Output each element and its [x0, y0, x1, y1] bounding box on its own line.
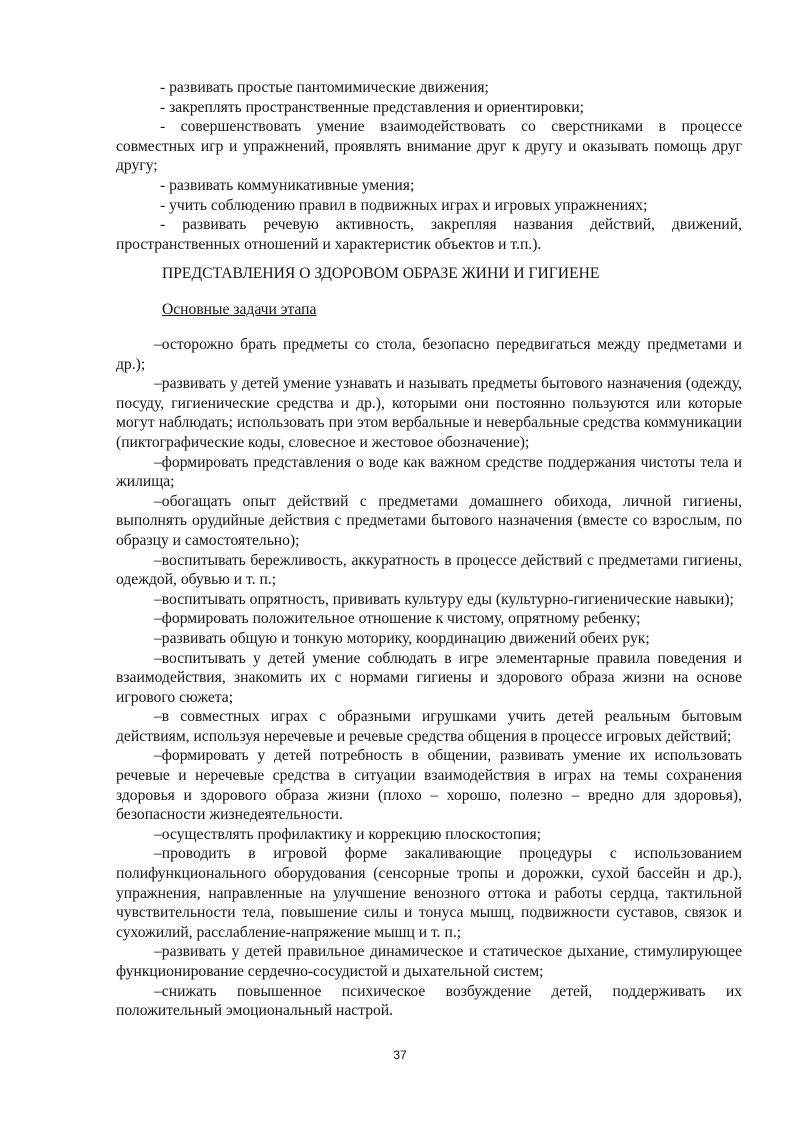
list-item: –проводить в игровой форме закаливающие процедуры с использованием полифункционального оборудования (сенсорные тропы и дорожки, сухой бассейн и др.), упражнения, направленные на улучшение венозного оттока и работы сердца, тактильной чувствительности тела, повышение силы и тонуса мышц, подвижности суставов, связок и сухожилий, расслабление-напряжение мышц и т. п.;	[116, 845, 742, 941]
list-item: –обогащать опыт действий с предметами домашнего обихода, личной гигиены, выполнять орудийные действия с предметами бытового назначения (вместе со взрослым, по образцу и самостоятельно);	[116, 492, 742, 549]
list-item: - развивать простые пантомимические движения;	[160, 79, 489, 96]
list-item: –воспитывать у детей умение соблюдать в игре элементарные правила поведения и взаимодействия, знакомить их с нормами гигиены и здорового образа жизни на основе игрового сюжета;	[116, 649, 742, 706]
section-subheading: Основные задачи этапа	[162, 301, 317, 318]
list-item: - развивать речевую активность, закрепляя названия действий, движений, пространственных отношений и характеристик объектов и т.п.).	[116, 216, 742, 253]
top-item-list	[116, 78, 742, 254]
list-item: –воспитывать опрятность, прививать культуру еды (культурно-гигиенические навыки);	[154, 590, 734, 608]
list-item: –развивать общую и тонкую моторику, координацию движений обеих рук;	[154, 629, 650, 647]
task-list	[116, 335, 742, 1021]
list-item: –развивать у детей правильное динамическое и статическое дыхание, стимулирующее функционирование сердечно-сосудистой и дыхательной систем;	[116, 943, 742, 980]
list-item: –в совместных играх с образными игрушками учить детей реальным бытовым действиям, используя неречевые и речевые средства общения в процессе игровых действий;	[116, 708, 742, 745]
list-item: –осторожно брать предметы со стола, безопасно передвигаться между предметами и др.);	[116, 336, 742, 373]
list-item: - развивать коммуникативные умения;	[160, 176, 415, 194]
list-item: - учить соблюдению правил в подвижных играх и игровых упражнениях;	[160, 196, 648, 214]
list-item: –снижать повышенное психическое возбуждение детей, поддерживать их положительный эмоциональный настрой.	[116, 982, 742, 1020]
list-item: –формировать представления о воде как важном средстве поддержания чистоты тела и жилища;	[116, 453, 742, 491]
page-number: 37	[393, 1048, 407, 1062]
list-item: –формировать положительное отношение к чистому, опрятному ребенку;	[154, 610, 641, 628]
list-item: –воспитывать бережливость, аккуратность в процессе действий с предметами гигиены, одеждой, обувью и т. п.;	[116, 551, 742, 589]
list-item: - закреплять пространственные представления и ориентировки;	[160, 98, 584, 116]
list-item: –формировать у детей потребность в общении, развивать умение их использовать речевые и неречевые средства в ситуации взаимодействия в играх на темы сохранения здоровья и здорового образа жизни (плохо – хорошо, полезно – вредно для здоровья), безопасности жизнедеятельности.	[116, 747, 742, 824]
section-heading: ПРЕДСТАВЛЕНИЯ О ЗДОРОВОМ ОБРАЗЕ ЖИНИ И ГИГИЕНЕ	[162, 265, 600, 282]
list-item: –осуществлять профилактику и коррекцию плоскостопия;	[154, 825, 542, 843]
list-item: –развивать у детей умение узнавать и называть предметы бытового назначения (одежду, посуду, гигиенические средства и др.), которыми они постоянно пользуются или которые могут наблюдать; использовать при этом вербальные и невербальные средства коммуникации (пиктографические коды, словесное и жестовое обозначение);	[116, 375, 742, 451]
list-item: - совершенствовать умение взаимодействовать со сверстниками в процессе совместных игр и упражнений, проявлять внимание друг к другу и оказывать помощь друг другу;	[116, 118, 742, 175]
